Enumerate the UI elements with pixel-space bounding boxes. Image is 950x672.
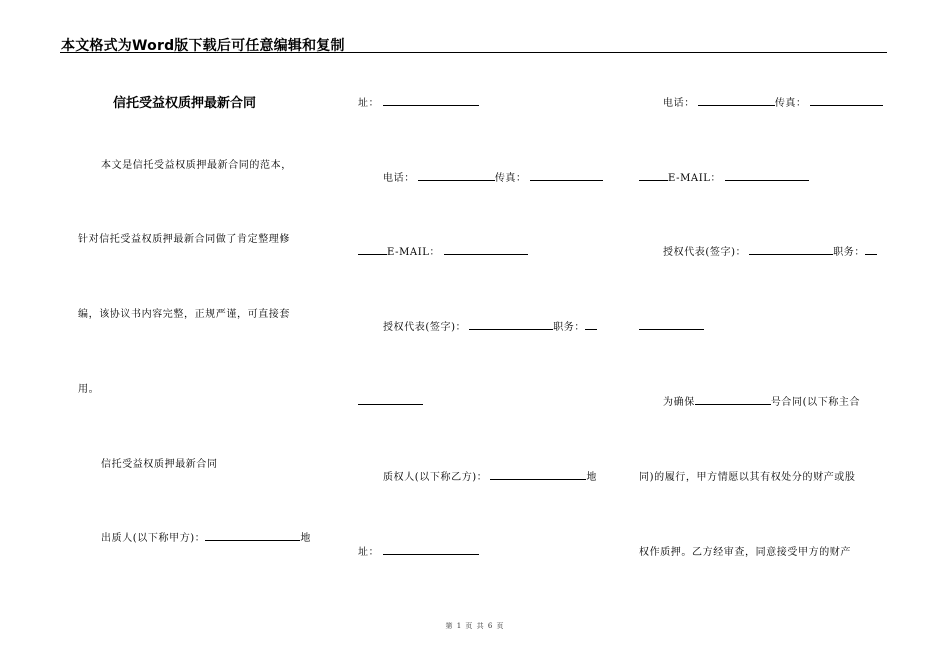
mid-authorized-line	[383, 318, 597, 333]
right-fax-label: 传真：	[774, 98, 807, 109]
mid-phone-fax-line	[383, 169, 603, 184]
mid-fax-label: 传真：	[494, 173, 527, 184]
ensure-line	[663, 393, 860, 408]
pledgor-blank	[205, 529, 300, 541]
right-email-blank	[725, 169, 809, 181]
mid-address-blank-2	[383, 543, 479, 555]
mid-position-blank-cont	[358, 393, 423, 405]
pledgor-line	[101, 529, 311, 544]
mid-position-label: 职务：	[553, 322, 586, 333]
pledgee-suffix: 地	[586, 472, 598, 483]
header-title: 本文格式为Word版下载后可任意编辑和复制	[61, 38, 345, 54]
ensure-prefix: 为确保	[663, 397, 695, 408]
mid-position-continuation	[358, 393, 423, 408]
right-position-continuation	[639, 318, 704, 333]
right-position-blank	[865, 243, 877, 255]
mid-address-line-1	[358, 94, 479, 109]
mid-address-line-2	[358, 543, 479, 558]
right-authorized-line	[663, 243, 877, 258]
ensure-blank	[695, 393, 771, 405]
mid-fax-blank	[530, 169, 603, 181]
mid-email-lead-blank	[358, 243, 387, 255]
pledge-line: 权作质押。乙方经审查，同意接受甲方的财产	[639, 547, 851, 558]
pledgee-line	[383, 468, 597, 483]
header-divider	[60, 52, 887, 53]
mid-phone-label: 电话：	[383, 173, 415, 184]
right-authorized-blank	[749, 243, 833, 255]
document-title: 信托受益权质押最新合同	[113, 96, 257, 111]
contract-name: 信托受益权质押最新合同	[101, 459, 218, 470]
right-phone-blank	[698, 94, 775, 106]
mid-authorized-blank	[469, 318, 553, 330]
right-authorized-label: 授权代表(签字)：	[663, 247, 747, 258]
page-footer: 第 1 页 共 6 页	[445, 622, 505, 630]
pledgee-blank	[490, 468, 586, 480]
right-fax-blank	[810, 94, 883, 106]
right-email-label: E-MAIL：	[668, 173, 722, 184]
mid-address-label-1: 址：	[358, 98, 380, 109]
pledgee-label: 质权人(以下称乙方)：	[383, 472, 488, 483]
intro-line-4: 用。	[78, 384, 100, 395]
right-email-line	[639, 169, 809, 184]
mid-address-label-2: 址：	[358, 547, 380, 558]
right-email-lead-blank	[639, 169, 668, 181]
mid-email-label: E-MAIL：	[387, 247, 441, 258]
right-position-blank-cont	[639, 318, 704, 330]
intro-line-1: 本文是信托受益权质押最新合同的范本，	[101, 160, 292, 171]
pledgor-label: 出质人(以下称甲方)：	[101, 533, 206, 544]
right-phone-fax-line	[663, 94, 883, 109]
mid-phone-blank	[418, 169, 495, 181]
right-phone-label: 电话：	[663, 98, 695, 109]
intro-line-2: 针对信托受益权质押最新合同做了肯定整理修	[78, 234, 290, 245]
mid-email-blank	[444, 243, 528, 255]
mid-address-blank-1	[383, 94, 479, 106]
ensure-suffix: 号合同(以下称主合	[770, 397, 861, 408]
perform-line: 同)的履行，甲方情愿以其有权处分的财产或股	[639, 472, 856, 483]
intro-line-3: 编，该协议书内容完整，正规严谨，可直接套	[78, 309, 290, 320]
mid-position-blank	[585, 318, 597, 330]
mid-email-line	[358, 243, 528, 258]
mid-authorized-label: 授权代表(签字)：	[383, 322, 467, 333]
right-position-label: 职务：	[833, 247, 866, 258]
pledgor-suffix: 地	[300, 533, 312, 544]
